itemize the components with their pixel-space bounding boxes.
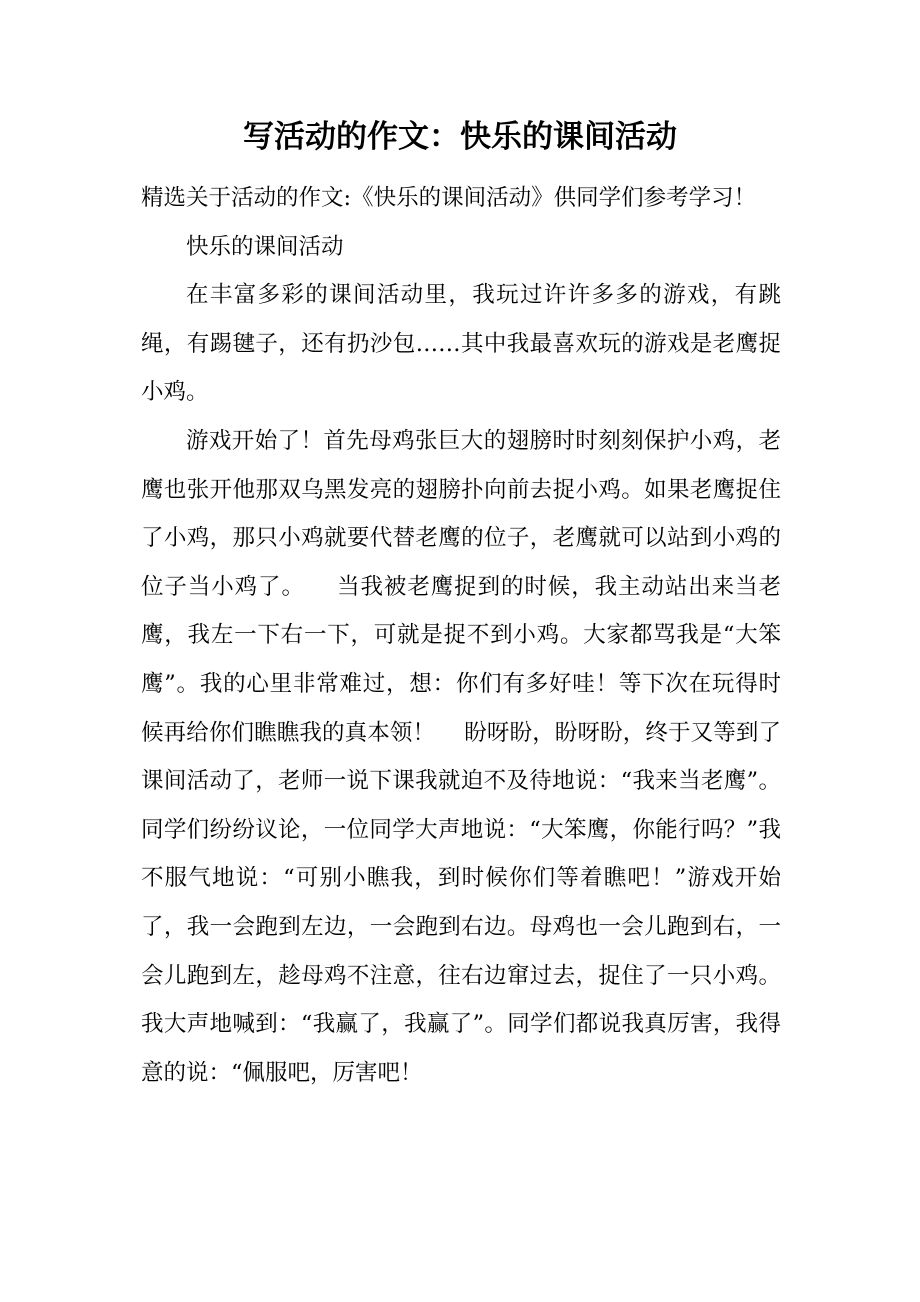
body-paragraph: 在丰富多彩的课间活动里，我玩过许许多多的游戏，有跳绳，有踢毽子，还有扔沙包……其中我最喜欢玩的游戏是老鹰捉小鸡。 — [141, 282, 781, 406]
essay-heading: 快乐的课间活动 — [186, 233, 344, 260]
document-title: 写活动的作文：快乐的课间活动 — [243, 119, 677, 155]
document-body — [141, 174, 781, 1097]
intro-paragraph: 精选关于活动的作文:《快乐的课间活动》供同学们参考学习！ — [141, 185, 757, 211]
body-paragraph: 游戏开始了！首先母鸡张巨大的翅膀时时刻刻保护小鸡，老鹰也张开他那双乌黑发亮的翅膀扑向前去捉小鸡。如果老鹰捉住了小鸡，那只小鸡就要代替老鹰的位子，老鹰就可以站到小鸡的位子当小鸡了。 当我被老鹰捉到的时候，我主动站出来当老鹰，我左一下右一下，可就是捉不到小鸡。大家都骂我是“大笨鹰”。我的心里非常难过，想：你们有多好哇！等下次在玩得时候再给你们瞧瞧我的真本领！ 盼呀盼，盼呀盼，终于又等到了课间活动了，老师一说下课我就迫不及待地说：“我来当老鹰”。同学们纷纷议论，一位同学大声地说：“大笨鹰，你能行吗？”我不服气地说：“可别小瞧我，到时候你们等着瞧吧！”游戏开始了，我一会跑到左边，一会跑到右边。母鸡也一会儿跑到右，一会儿跑到左，趁母鸡不注意，往右边窜过去，捉住了一只小鸡。我大声地喊到：“我赢了，我赢了”。同学们都说我真厉害，我得意的说：“佩服吧，厉害吧！ — [141, 427, 781, 1086]
